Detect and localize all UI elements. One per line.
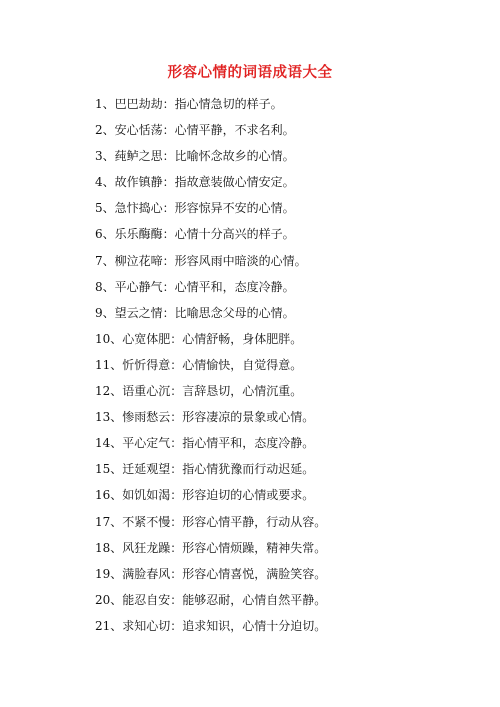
idiom-entry-text: 20、能忍自安：能够忍耐，心情自然平静。: [95, 592, 327, 607]
list-item: [95, 278, 326, 304]
idiom-entry-text: 7、柳泣花啼：形容风雨中暗淡的心情。: [95, 253, 307, 268]
idiom-entry-text: 1、巴巴劫劫：指心情急切的样子。: [95, 97, 283, 111]
list-item: [95, 304, 326, 330]
list-item: [95, 591, 326, 617]
idiom-entry-text: 13、惨雨愁云：形容凄凉的景象或心情。: [95, 410, 315, 425]
list-item: [95, 486, 326, 512]
idiom-entry-text: 4、故作镇静：指故意装做心情安定。: [95, 175, 295, 190]
list-item: [95, 225, 326, 251]
list-item: [95, 539, 326, 565]
idiom-entry-text: 18、风狂龙躁：形容心情烦躁，精神失常。: [95, 540, 327, 555]
idiom-entry-text: 17、不紧不慢：形容心情平静，行动从容。: [95, 514, 327, 529]
idiom-entry-text: 9、望云之情：比喻思念父母的心情。: [95, 305, 295, 320]
idiom-entry-text: 8、平心静气：心情平和，态度冷静。: [95, 279, 295, 294]
list-item: [95, 434, 326, 460]
idiom-entry-text: 6、乐乐酶酶：心情十分高兴的样子。: [95, 227, 295, 242]
document-title: 形容心情的词语成语大全: [167, 64, 333, 81]
idiom-entry-text: 10、心宽体肥：心情舒畅，身体肥胖。: [95, 331, 303, 346]
list-item: [95, 460, 326, 486]
idiom-entry-text: 21、求知心切：追求知识，心情十分迫切。: [95, 618, 327, 633]
idiom-entry-text: 12、语重心沉：言辞恳切，心情沉重。: [95, 384, 303, 399]
list-item: [95, 330, 326, 356]
idiom-entry-text: 11、忻忻得意：心情愉快，自觉得意。: [95, 357, 303, 372]
list-item: [95, 95, 326, 121]
idiom-entry-text: 15、迁延观望：指心情犹豫而行动迟延。: [95, 462, 315, 477]
idiom-entry-text: 19、满脸春风：形容心情喜悦，满脸笑容。: [95, 566, 327, 581]
list-item: [95, 513, 326, 539]
idiom-list: [95, 95, 326, 643]
list-item: [95, 356, 326, 382]
idiom-entry-text: 16、如饥如渴：形容迫切的心情或要求。: [95, 488, 315, 503]
idiom-entry-text: 2、安心恬荡：心情平静，不求名利。: [95, 123, 295, 138]
idiom-entry-text: 14、平心定气：指心情平和，态度冷静。: [95, 436, 315, 451]
list-item: [95, 382, 326, 408]
list-item: [95, 565, 326, 591]
list-item: [95, 252, 326, 278]
idiom-entry-text: 3、莼鲈之思：比喻怀念故乡的心情。: [95, 149, 295, 164]
list-item: [95, 617, 326, 643]
list-item: [95, 147, 326, 173]
idiom-entry-text: 5、急忭捣心：形容惊异不安的心情。: [95, 201, 295, 216]
list-item: [95, 408, 326, 434]
list-item: [95, 121, 326, 147]
list-item: [95, 173, 326, 199]
list-item: [95, 199, 326, 225]
